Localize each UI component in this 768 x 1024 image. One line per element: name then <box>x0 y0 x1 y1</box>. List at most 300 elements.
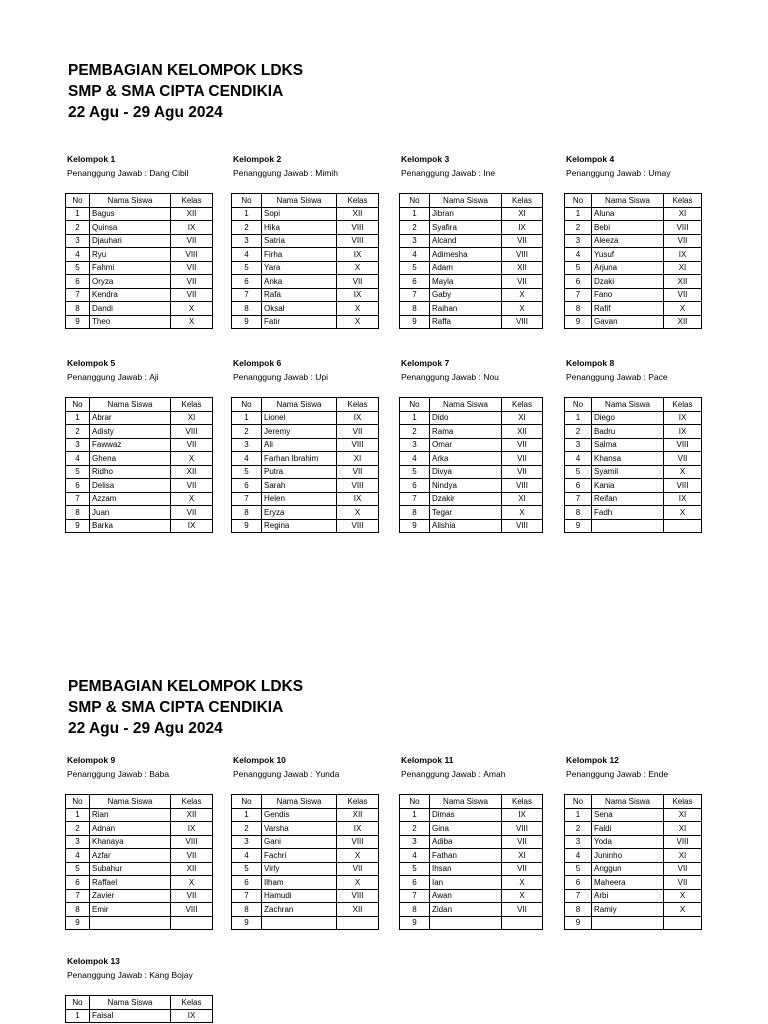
cell-no: 1 <box>66 411 90 425</box>
page-header <box>68 676 303 739</box>
cell-nama-siswa: Adisty <box>90 425 171 439</box>
table-row <box>400 889 543 903</box>
group-block <box>399 753 532 928</box>
cell-no: 1 <box>232 808 262 822</box>
cell-nama-siswa: Oryza <box>90 275 171 289</box>
table-row <box>565 889 702 903</box>
cell-kelas: XII <box>664 315 702 329</box>
cell-kelas: X <box>664 302 702 316</box>
cell-kelas <box>664 916 702 930</box>
table-row <box>232 411 379 425</box>
cell-kelas: X <box>337 876 379 890</box>
group-pic-line <box>399 370 499 384</box>
table-body <box>232 207 379 329</box>
table-header-row <box>565 194 702 208</box>
table-row <box>232 302 379 316</box>
page-subtitle: SMP & SMA CIPTA CENDIKIA <box>68 83 284 100</box>
cell-nama-siswa: Dimas <box>430 808 502 822</box>
cell-nama-siswa: Ramiy <box>592 903 664 917</box>
cell-nama-siswa: Badru <box>592 425 664 439</box>
table-row <box>400 876 543 890</box>
header-kelas: Kelas <box>171 194 213 208</box>
header-no: No <box>400 398 430 412</box>
table-row <box>565 302 702 316</box>
table-row <box>232 849 379 863</box>
cell-no: 4 <box>400 849 430 863</box>
table-row <box>66 315 213 329</box>
cell-no: 5 <box>232 465 262 479</box>
table-row <box>400 519 543 533</box>
member-table <box>65 995 213 1023</box>
table-row <box>400 506 543 520</box>
header-nama-siswa: Nama Siswa <box>90 795 171 809</box>
cell-nama-siswa: Arka <box>430 452 502 466</box>
table-row <box>565 221 702 235</box>
cell-no: 7 <box>66 492 90 506</box>
cell-kelas: IX <box>502 221 543 235</box>
table-row <box>66 903 213 917</box>
cell-no: 8 <box>232 506 262 520</box>
table-row <box>66 808 213 822</box>
table-row <box>66 862 213 876</box>
cell-kelas: XII <box>337 808 379 822</box>
member-table <box>65 397 213 533</box>
cell-kelas: X <box>502 889 543 903</box>
cell-kelas: XI <box>502 849 543 863</box>
page-header <box>68 60 303 123</box>
table-row <box>232 519 379 533</box>
header-no: No <box>565 398 592 412</box>
cell-no: 3 <box>66 835 90 849</box>
cell-nama-siswa: Bebi <box>592 221 664 235</box>
cell-nama-siswa: Sopi <box>262 207 337 221</box>
cell-kelas: VII <box>171 288 213 302</box>
table-head <box>66 795 213 809</box>
cell-no: 6 <box>400 275 430 289</box>
group-block <box>564 356 693 531</box>
cell-kelas: VIII <box>502 519 543 533</box>
cell-nama-siswa: Tegar <box>430 506 502 520</box>
cell-nama-siswa: Gani <box>262 835 337 849</box>
cell-no: 2 <box>400 221 430 235</box>
cell-kelas: XI <box>502 492 543 506</box>
table-row <box>66 479 213 493</box>
header-kelas: Kelas <box>171 398 213 412</box>
page-date: 22 Agu - 29 Agu 2024 <box>68 720 223 737</box>
cell-kelas: VII <box>664 862 702 876</box>
cell-no: 7 <box>232 288 262 302</box>
cell-kelas: VII <box>664 288 702 302</box>
page-title: PEMBAGIAN KELOMPOK LDKS <box>68 678 304 695</box>
header-nama-siswa: Nama Siswa <box>262 398 337 412</box>
header-no: No <box>565 194 592 208</box>
table-row <box>565 438 702 452</box>
cell-nama-siswa: Ali <box>262 438 337 452</box>
cell-no: 3 <box>232 234 262 248</box>
cell-no: 8 <box>565 903 592 917</box>
cell-kelas <box>171 916 213 930</box>
cell-no: 9 <box>232 519 262 533</box>
cell-no: 8 <box>565 506 592 520</box>
table-row <box>66 452 213 466</box>
member-table <box>65 193 213 329</box>
cell-nama-siswa: Adnan <box>90 822 171 836</box>
table-row <box>232 903 379 917</box>
header-no: No <box>66 996 90 1010</box>
cell-no: 2 <box>66 221 90 235</box>
header-nama-siswa: Nama Siswa <box>592 795 664 809</box>
cell-no: 7 <box>565 492 592 506</box>
table-row <box>565 465 702 479</box>
table-row <box>565 862 702 876</box>
header-no: No <box>400 795 430 809</box>
cell-kelas: VII <box>502 275 543 289</box>
cell-nama-siswa: Juninho <box>592 849 664 863</box>
cell-no: 4 <box>232 849 262 863</box>
cell-kelas: XII <box>337 903 379 917</box>
table-row <box>232 261 379 275</box>
group-block <box>65 152 202 327</box>
cell-nama-siswa: Fano <box>592 288 664 302</box>
table-head <box>400 194 543 208</box>
table-row <box>66 889 213 903</box>
cell-no: 1 <box>400 207 430 221</box>
pic-name: Aji <box>149 372 159 382</box>
table-row <box>400 248 543 262</box>
header-kelas: Kelas <box>337 194 379 208</box>
cell-no: 5 <box>232 261 262 275</box>
table-body <box>400 808 543 930</box>
table-row <box>565 506 702 520</box>
member-table <box>231 794 379 930</box>
cell-kelas: IX <box>171 822 213 836</box>
table-row <box>400 822 543 836</box>
cell-nama-siswa: Delisa <box>90 479 171 493</box>
cell-kelas: IX <box>664 248 702 262</box>
cell-no: 2 <box>400 822 430 836</box>
cell-nama-siswa: Regina <box>262 519 337 533</box>
cell-no: 6 <box>66 876 90 890</box>
cell-no: 6 <box>66 479 90 493</box>
cell-kelas: XII <box>664 275 702 289</box>
cell-no: 3 <box>232 835 262 849</box>
header-kelas: Kelas <box>337 795 379 809</box>
group-pic-line <box>564 370 668 384</box>
cell-kelas: IX <box>337 288 379 302</box>
header-kelas: Kelas <box>664 194 702 208</box>
table-row <box>565 822 702 836</box>
table-row <box>232 248 379 262</box>
cell-no: 4 <box>232 452 262 466</box>
header-nama-siswa: Nama Siswa <box>90 194 171 208</box>
cell-nama-siswa <box>592 916 664 930</box>
group-pic-line <box>231 767 339 781</box>
table-row <box>232 916 379 930</box>
table-row <box>232 492 379 506</box>
pic-name: Dang Cibil <box>149 168 189 178</box>
cell-kelas: XI <box>664 261 702 275</box>
cell-kelas: X <box>664 506 702 520</box>
header-nama-siswa: Nama Siswa <box>262 194 337 208</box>
cell-nama-siswa: Kendra <box>90 288 171 302</box>
cell-no: 1 <box>232 207 262 221</box>
cell-no: 3 <box>66 438 90 452</box>
table-row <box>66 465 213 479</box>
pic-name: Baba <box>149 769 170 779</box>
table-head <box>232 795 379 809</box>
cell-kelas: VII <box>502 234 543 248</box>
cell-nama-siswa <box>90 916 171 930</box>
header-nama-siswa: Nama Siswa <box>90 398 171 412</box>
table-row <box>232 808 379 822</box>
header-kelas: Kelas <box>502 795 543 809</box>
cell-kelas: X <box>502 302 543 316</box>
cell-kelas: VIII <box>171 903 213 917</box>
cell-nama-siswa: Faldi <box>592 822 664 836</box>
table-row <box>232 862 379 876</box>
cell-nama-siswa: Ghena <box>90 452 171 466</box>
cell-nama-siswa: Fatir <box>262 315 337 329</box>
table-row <box>232 234 379 248</box>
cell-no: 7 <box>66 288 90 302</box>
cell-no: 1 <box>565 411 592 425</box>
page-title: PEMBAGIAN KELOMPOK LDKS <box>68 62 304 79</box>
cell-nama-siswa: Fawwaz <box>90 438 171 452</box>
cell-no: 4 <box>565 248 592 262</box>
table-row <box>232 288 379 302</box>
cell-kelas: VII <box>171 234 213 248</box>
cell-kelas: XII <box>337 207 379 221</box>
cell-kelas: XII <box>502 261 543 275</box>
pic-name: Upi <box>315 372 329 382</box>
table-body <box>565 207 702 329</box>
table-header-row <box>400 194 543 208</box>
cell-no: 2 <box>565 425 592 439</box>
cell-no: 1 <box>400 411 430 425</box>
cell-nama-siswa: Ihsan <box>430 862 502 876</box>
table-head <box>565 398 702 412</box>
member-table <box>564 193 702 329</box>
table-body <box>66 808 213 930</box>
table-row <box>565 492 702 506</box>
cell-no: 9 <box>565 519 592 533</box>
cell-kelas: VII <box>171 889 213 903</box>
pic-label: Penanggung Jawab : <box>401 168 481 178</box>
cell-nama-siswa: Ilham <box>262 876 337 890</box>
table-header-row <box>565 398 702 412</box>
cell-nama-siswa: Oksal <box>262 302 337 316</box>
cell-no: 3 <box>565 835 592 849</box>
header-nama-siswa: Nama Siswa <box>262 795 337 809</box>
cell-nama-siswa: Dzakir <box>430 492 502 506</box>
header-no: No <box>66 194 90 208</box>
cell-kelas: X <box>664 465 702 479</box>
table-row <box>232 275 379 289</box>
table-row <box>400 808 543 822</box>
cell-no: 2 <box>66 822 90 836</box>
table-row <box>400 903 543 917</box>
table-row <box>232 506 379 520</box>
table-row <box>565 411 702 425</box>
cell-nama-siswa: Alcand <box>430 234 502 248</box>
pic-label: Penanggung Jawab : <box>566 168 646 178</box>
table-row <box>565 835 702 849</box>
group-pic-line <box>65 968 193 982</box>
cell-nama-siswa: Virly <box>262 862 337 876</box>
header-no: No <box>66 795 90 809</box>
cell-nama-siswa: Raffa <box>430 315 502 329</box>
header-no: No <box>232 398 262 412</box>
cell-no: 5 <box>565 261 592 275</box>
cell-nama-siswa: Syafira <box>430 221 502 235</box>
header-no: No <box>565 795 592 809</box>
header-no: No <box>400 194 430 208</box>
pic-label: Penanggung Jawab : <box>233 769 313 779</box>
group-block <box>564 152 693 327</box>
member-table <box>231 397 379 533</box>
group-name: Kelompok 10 <box>233 755 286 765</box>
cell-kelas: XI <box>337 452 379 466</box>
pic-label: Penanggung Jawab : <box>67 372 147 382</box>
cell-no: 8 <box>66 506 90 520</box>
table-head <box>232 194 379 208</box>
cell-kelas: X <box>502 506 543 520</box>
cell-nama-siswa: Rian <box>90 808 171 822</box>
table-row <box>66 519 213 533</box>
cell-kelas: IX <box>171 221 213 235</box>
table-row <box>232 876 379 890</box>
table-row <box>565 519 702 533</box>
table-row <box>400 275 543 289</box>
group-name: Kelompok 3 <box>401 154 450 164</box>
group-name: Kelompok 11 <box>401 755 454 765</box>
table-row <box>400 302 543 316</box>
cell-kelas <box>664 519 702 533</box>
header-kelas: Kelas <box>502 194 543 208</box>
cell-nama-siswa: Gavan <box>592 315 664 329</box>
cell-kelas: VIII <box>171 835 213 849</box>
cell-kelas: XII <box>171 808 213 822</box>
cell-nama-siswa: Fathan <box>430 849 502 863</box>
table-row <box>565 207 702 221</box>
cell-no: 8 <box>400 903 430 917</box>
cell-no: 7 <box>565 889 592 903</box>
cell-no: 4 <box>565 849 592 863</box>
cell-no: 2 <box>232 425 262 439</box>
cell-no: 8 <box>232 302 262 316</box>
cell-nama-siswa: Gina <box>430 822 502 836</box>
cell-kelas: VII <box>171 275 213 289</box>
cell-kelas <box>502 916 543 930</box>
cell-kelas: VII <box>502 862 543 876</box>
cell-no: 7 <box>400 492 430 506</box>
cell-kelas: X <box>337 849 379 863</box>
cell-nama-siswa: Subahur <box>90 862 171 876</box>
table-header-row <box>400 795 543 809</box>
cell-kelas: VII <box>337 862 379 876</box>
table-header-row <box>66 194 213 208</box>
table-row <box>232 452 379 466</box>
cell-kelas: IX <box>337 492 379 506</box>
cell-nama-siswa: Raffael <box>90 876 171 890</box>
table-row <box>232 465 379 479</box>
table-row <box>400 862 543 876</box>
table-row <box>400 234 543 248</box>
cell-kelas: VII <box>664 452 702 466</box>
header-nama-siswa: Nama Siswa <box>430 194 502 208</box>
table-row <box>232 221 379 235</box>
page-subtitle: SMP & SMA CIPTA CENDIKIA <box>68 699 284 716</box>
cell-kelas: VII <box>502 452 543 466</box>
cell-kelas: VIII <box>502 248 543 262</box>
cell-nama-siswa: Arbi <box>592 889 664 903</box>
cell-no: 3 <box>232 438 262 452</box>
cell-no: 6 <box>232 479 262 493</box>
cell-kelas: VII <box>502 438 543 452</box>
cell-no: 3 <box>400 438 430 452</box>
cell-kelas: VII <box>171 849 213 863</box>
cell-no: 4 <box>400 248 430 262</box>
group-block <box>231 152 368 327</box>
cell-no: 6 <box>565 275 592 289</box>
cell-kelas: X <box>171 876 213 890</box>
cell-nama-siswa: Fachri <box>262 849 337 863</box>
cell-kelas: VII <box>664 234 702 248</box>
cell-kelas: VIII <box>502 479 543 493</box>
table-body <box>232 411 379 533</box>
pic-name: Umay <box>648 168 671 178</box>
cell-kelas: IX <box>502 808 543 822</box>
cell-kelas: VIII <box>337 479 379 493</box>
cell-no: 4 <box>565 452 592 466</box>
pic-label: Penanggung Jawab : <box>566 372 646 382</box>
cell-kelas: XI <box>502 207 543 221</box>
table-head <box>66 398 213 412</box>
cell-nama-siswa: Khanaya <box>90 835 171 849</box>
group-block <box>564 753 693 928</box>
cell-no: 5 <box>400 465 430 479</box>
cell-no: 8 <box>66 903 90 917</box>
cell-kelas: XI <box>664 849 702 863</box>
table-row <box>400 835 543 849</box>
cell-nama-siswa: Rama <box>430 425 502 439</box>
group-pic-line <box>564 166 670 180</box>
header-nama-siswa: Nama Siswa <box>430 398 502 412</box>
cell-nama-siswa: Rafa <box>262 288 337 302</box>
cell-kelas: VII <box>337 275 379 289</box>
table-body <box>66 1009 213 1023</box>
table-row <box>400 452 543 466</box>
pic-label: Penanggung Jawab : <box>67 168 147 178</box>
table-head <box>565 194 702 208</box>
cell-nama-siswa: Jibran <box>430 207 502 221</box>
header-no: No <box>232 194 262 208</box>
cell-no: 6 <box>232 275 262 289</box>
cell-nama-siswa: Nindya <box>430 479 502 493</box>
cell-nama-siswa: Lionel <box>262 411 337 425</box>
table-row <box>400 492 543 506</box>
cell-no: 3 <box>66 234 90 248</box>
cell-nama-siswa: Zidan <box>430 903 502 917</box>
table-row <box>565 288 702 302</box>
cell-no: 1 <box>66 207 90 221</box>
table-row <box>232 889 379 903</box>
cell-kelas: VIII <box>171 425 213 439</box>
table-row <box>565 903 702 917</box>
pic-name: Mimih <box>315 168 338 178</box>
cell-no: 9 <box>400 315 430 329</box>
cell-kelas: IX <box>337 248 379 262</box>
